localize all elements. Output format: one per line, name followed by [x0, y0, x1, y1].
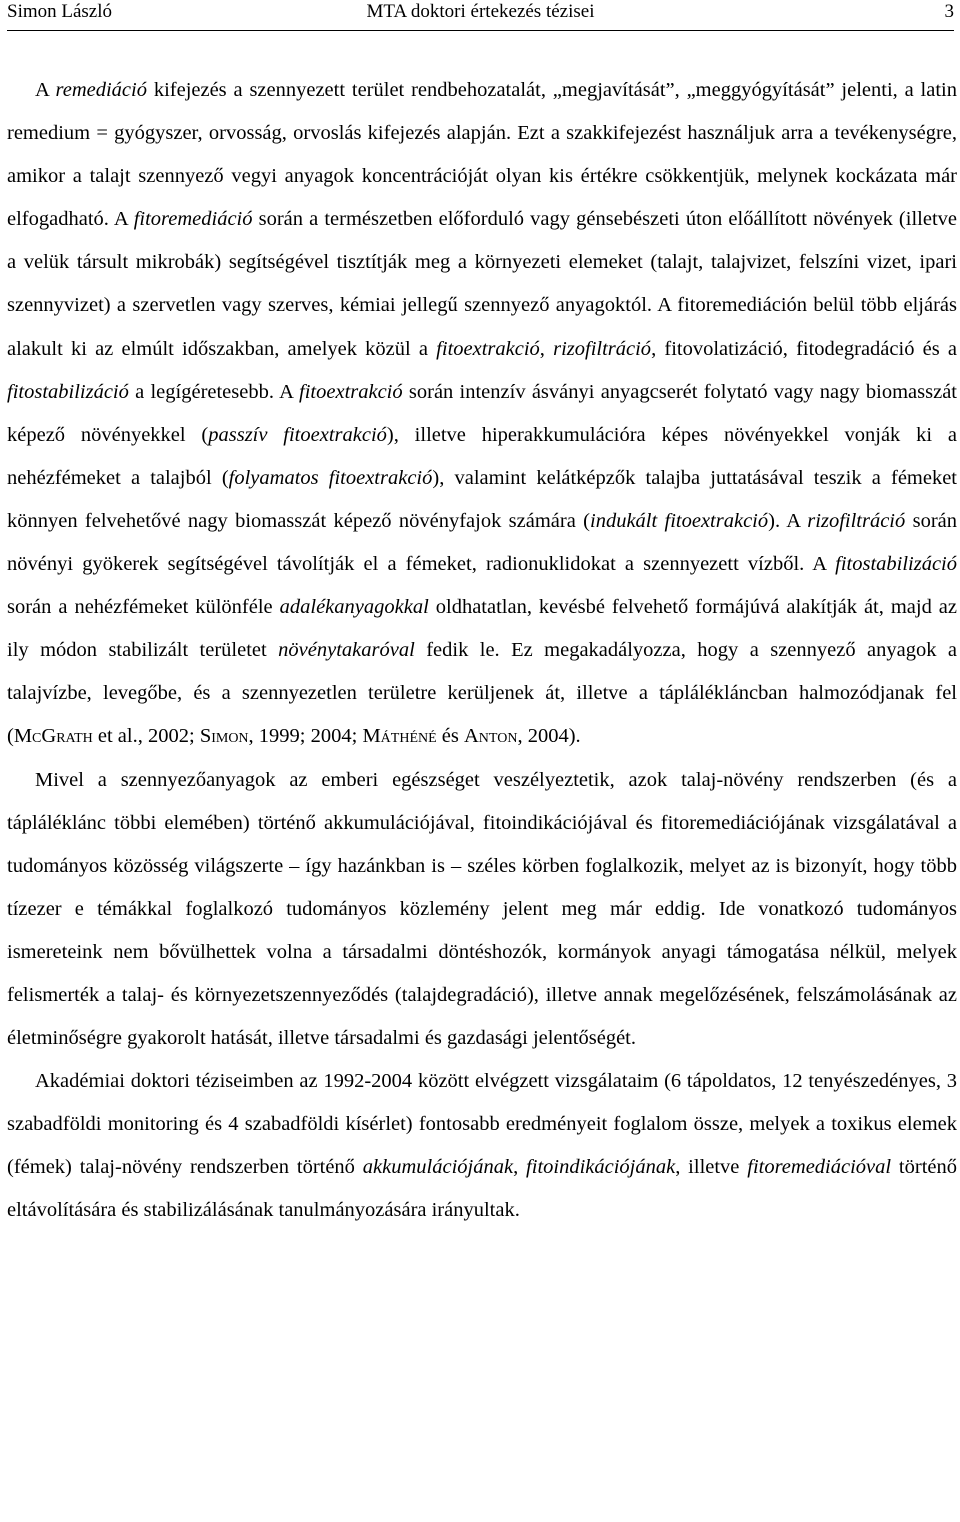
- author-citation: Simon: [199, 725, 249, 748]
- text-run: Mivel a szennyezőanyagok az emberi egészséget veszélyeztetik, azok talaj-növény rendszerben (és a tápláléklánc többi elemében) történő akkumulációjával, fitoindikációjával és fitoremediációjának vizsgálatával a tudományos közösség világszerte – így hazánkban is – széles körben foglalkozik, melyet az is bizonyít, hogy több tízezer e témákkal foglalkozó tudományos közlemény jelent meg már eddig. Ide vonatkozó tudományos ismereteink nem bővülhettek volna a társadalmi döntéshozók, kormányok anyagi támogatása nélkül, melyek felismerték a talaj- és környezetszennyeződés (talajdegradáció), illetve annak megelőzésének, felszámolásának az életminőségre gyakorolt hatását, illetve társadalmi és gazdasági jelentőségét.: [7, 768, 957, 1050]
- text-run: során a nehézfémeket különféle: [7, 596, 280, 619]
- paragraph-motivation: [7, 759, 957, 1061]
- header-author: Simon László: [7, 1, 113, 22]
- header-title: MTA doktori értekezés tézisei: [366, 1, 595, 22]
- italic-term: fitoremediáció: [133, 208, 253, 231]
- text-run: ), valamint kelátképzők talajba juttatásával teszik a fémeket könnyen felvehetővé nagy biomasszát képező növényfajok számára (: [7, 466, 958, 532]
- text-run: A: [35, 79, 56, 101]
- italic-term: rizofiltráció: [553, 337, 652, 360]
- text-run: és: [436, 725, 464, 748]
- text-run: , 1999; 2004;: [248, 725, 363, 748]
- text-run: során intenzív ásványi anyagcserét folytató vagy nagy biomasszát képező növényekkel (: [7, 380, 957, 446]
- text-run: során a természetben előforduló vagy génsebészeti úton előállított növények (illetve a velük társult mikrobák) segítségével tisztítják meg a környezeti elemeket (talajt, talajvizet, felszíni vizet, ipari szennyvizet) a szervetlen vagy szerves, kémiai jellegű szennyező anyagoktól. A fitoremediáción belül több eljárás alakult ki az elmúlt időszakban, amelyek közül a: [7, 208, 957, 360]
- text-run: ). A: [768, 509, 808, 532]
- text-run: oldhatatlan, kevésbé felvehető formájúvá alakítják át, majd az ily módon stabilizált területet: [7, 596, 958, 662]
- italic-term: fitoindikációjának: [526, 1156, 676, 1179]
- italic-term: indukált fitoextrakció: [590, 509, 769, 532]
- italic-term: akkumulációjának: [362, 1156, 514, 1179]
- text-run: Akadémiai doktori téziseimben az 1992-2004 között elvégzett vizsgálataim (6 tápoldatos, 12 tenyészedényes, 3 szabadföldi monitoring és 4 szabadföldi kísérlet) fontosabb eredményeit foglalom össze, melyek a toxikus elemek (fémek) talaj-növény rendszerben történő: [7, 1070, 957, 1179]
- text-run: ), illetve hiperakkumulációra képes növényekkel vonják ki a nehézfémeket a talajból (: [7, 423, 957, 489]
- page-header: [7, 0, 954, 31]
- text-run: ,: [513, 1156, 527, 1179]
- author-citation: Anton: [464, 725, 518, 748]
- author-citation: McGrath: [13, 725, 93, 748]
- text-run: , 2004).: [517, 725, 581, 748]
- italic-term: növénytakaróval: [278, 639, 415, 662]
- italic-term: folyamatos fitoextrakció: [228, 466, 433, 489]
- italic-term: rizofiltráció: [807, 509, 906, 532]
- italic-term: passzív fitoextrakció: [208, 423, 387, 446]
- text-run: , fitovolatizáció, fitodegradáció és a: [651, 337, 957, 360]
- text-run: a legígéretesebb. A: [128, 380, 300, 403]
- text-run: et al., 2002;: [92, 725, 200, 748]
- text-run: , illetve: [675, 1156, 748, 1179]
- italic-term: remediáció: [55, 79, 147, 101]
- text-run: ,: [539, 337, 554, 360]
- text-run: során növényi gyökerek segítségével távolítják el a fémeket, radionuklidokat a szennyezett vízből. A: [7, 509, 958, 576]
- italic-term: fitoremediációval: [747, 1156, 892, 1179]
- italic-term: fitoextrakció: [299, 380, 403, 403]
- italic-term: adalékanyagokkal: [279, 596, 429, 619]
- text-run: fedik le. Ez megakadályozza, hogy a szennyező anyagok a talajvízbe, levegőbe, és a szennyezetlen területre kerüljenek át, illetve a táplálékláncban halmozódjanak fel (: [7, 639, 957, 748]
- text-run: történő eltávolítására és stabilizálásának tanulmányozására irányultak.: [7, 1156, 957, 1222]
- italic-term: fitostabilizáció: [835, 553, 957, 576]
- italic-term: fitostabilizáció: [7, 380, 129, 403]
- text-run: kifejezés a szennyezett terület rendbehozatalát, „megjavítását”, „meggyógyítását” jelenti, a latin remedium = gyógyszer, orvosság, orvoslás kifejezés alapján. Ezt a szakkifejezést használjuk arra a tevékenységre, amikor a talajt szennyező vegyi anyagok koncentrációját olyan kis értékre csökkentjük, melynek kockázata már elfogadható. A: [7, 79, 957, 231]
- document-body: [7, 69, 957, 1233]
- paragraph-thesis-scope: [7, 1060, 957, 1232]
- italic-term: fitoextrakció: [436, 337, 540, 360]
- author-citation: Máthéné: [362, 725, 437, 748]
- page-number: 3: [944, 1, 954, 22]
- paragraph-remediation: [7, 69, 957, 759]
